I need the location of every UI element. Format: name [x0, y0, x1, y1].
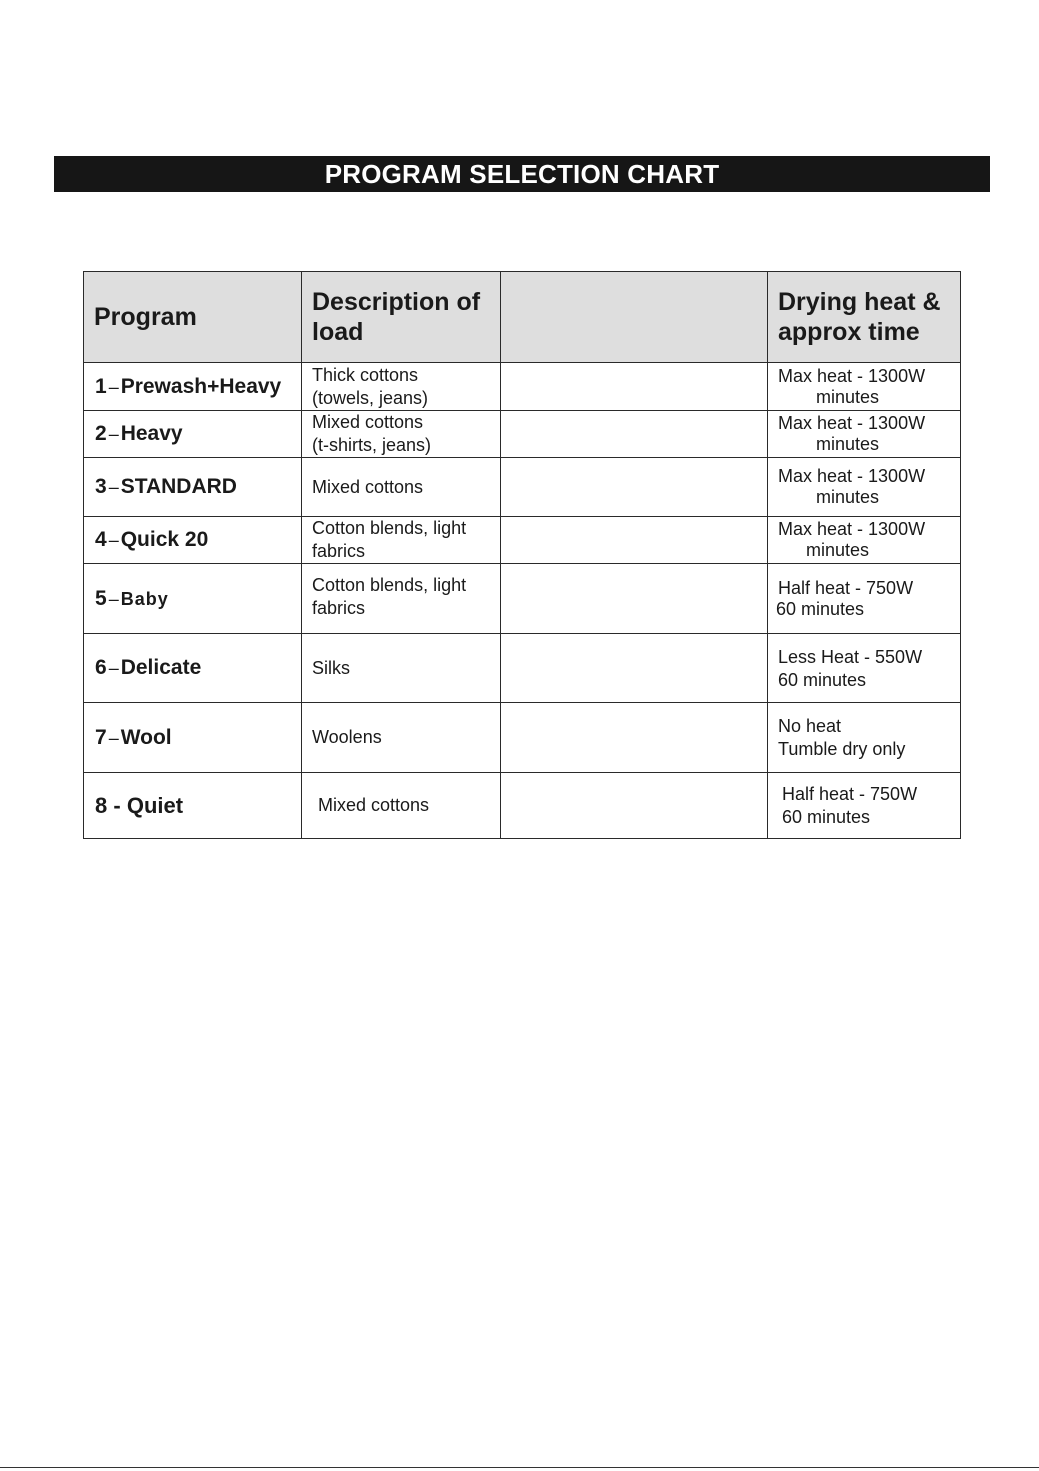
program-cell: [84, 411, 302, 458]
drying-line: Max heat - 1300W: [778, 466, 926, 486]
blank-cell: [501, 773, 768, 839]
header-program: Program: [84, 272, 302, 363]
table-row: [84, 458, 961, 517]
program-name: Wool: [120, 725, 172, 749]
description-line: Thick cottons: [312, 364, 419, 385]
description-line: fabrics: [312, 598, 366, 618]
drying-line: Max heat - 1300W: [778, 519, 926, 539]
program-name: Quiet: [126, 792, 184, 818]
description-line: Silks: [312, 657, 351, 678]
program-separator: –: [108, 424, 119, 444]
program-name: Delicate: [120, 656, 202, 679]
program-separator: –: [108, 477, 119, 497]
table-header-row: [84, 272, 961, 363]
description-cell: [302, 634, 501, 703]
program-name: STANDARD: [120, 475, 237, 498]
program-separator: –: [108, 530, 119, 550]
drying-line: No heat: [778, 716, 842, 736]
program-cell: [84, 564, 302, 634]
description-line: Woolens: [312, 727, 382, 747]
blank-cell: [501, 458, 768, 517]
program-name: Prewash+Heavy: [120, 374, 282, 398]
program-number: 2: [95, 422, 107, 445]
header-description: Description of load: [302, 272, 501, 363]
program-name: Baby: [120, 588, 169, 609]
program-number: 1: [95, 374, 107, 398]
description-cell: [302, 564, 501, 634]
program-cell: [84, 517, 302, 564]
blank-cell: [501, 363, 768, 411]
program-number: 7: [95, 725, 107, 749]
program-cell: [84, 458, 302, 517]
program-cell: [84, 363, 302, 411]
drying-line: minutes: [806, 540, 870, 560]
blank-cell: [501, 564, 768, 634]
drying-cell: [768, 458, 961, 517]
blank-cell: [501, 517, 768, 564]
description-cell: [302, 517, 501, 564]
drying-line: Tumble dry only: [778, 739, 906, 759]
description-line: Cotton blends, light: [312, 518, 467, 538]
program-number: 4: [95, 528, 107, 551]
description-line: Mixed cottons: [318, 795, 430, 815]
program-separator: -: [113, 792, 121, 818]
drying-cell: [768, 564, 961, 634]
description-cell: [302, 458, 501, 517]
drying-cell: [768, 411, 961, 458]
drying-line: minutes: [816, 487, 880, 507]
description-line: Mixed cottons: [312, 476, 424, 497]
drying-line: 60 minutes: [776, 599, 865, 619]
program-number: 6: [95, 656, 107, 679]
description-cell: [302, 773, 501, 839]
description-line: Cotton blends, light: [312, 575, 467, 595]
description-line: (towels, jeans): [312, 387, 429, 408]
blank-cell: [501, 634, 768, 703]
drying-cell: [768, 773, 961, 839]
table-row: [84, 411, 961, 458]
drying-line: Max heat - 1300W: [778, 365, 926, 386]
drying-line: minutes: [816, 434, 880, 454]
table-row: [84, 517, 961, 564]
drying-cell: [768, 517, 961, 564]
description-line: (t-shirts, jeans): [312, 435, 432, 455]
blank-cell: [501, 411, 768, 458]
table-row: [84, 703, 961, 773]
description-line: fabrics: [312, 541, 366, 561]
drying-line: Half heat - 750W: [778, 578, 914, 598]
table-row: [84, 773, 961, 839]
drying-line: 60 minutes: [782, 806, 871, 827]
description-line: Mixed cottons: [312, 412, 424, 432]
program-name: Quick 20: [120, 528, 209, 551]
table-row: [84, 564, 961, 634]
chart-title-banner: PROGRAM SELECTION CHART: [54, 156, 990, 192]
description-cell: [302, 703, 501, 773]
drying-cell: [768, 363, 961, 411]
description-cell: [302, 363, 501, 411]
description-cell: [302, 411, 501, 458]
blank-cell: [501, 703, 768, 773]
program-name: Heavy: [120, 422, 183, 445]
drying-line: Max heat - 1300W: [778, 413, 926, 433]
program-separator: –: [108, 658, 119, 678]
drying-line: Half heat - 750W: [782, 783, 918, 804]
drying-line: 60 minutes: [778, 670, 867, 690]
drying-cell: [768, 634, 961, 703]
program-cell: [84, 703, 302, 773]
drying-line: minutes: [816, 386, 880, 407]
program-separator: –: [108, 727, 119, 748]
program-number: 3: [95, 475, 107, 498]
program-number: 8: [95, 792, 108, 818]
drying-line: Less Heat - 550W: [778, 647, 923, 667]
drying-cell: [768, 703, 961, 773]
page-bottom-rule: [0, 1467, 1039, 1468]
program-cell: [84, 773, 302, 839]
table-row: [84, 363, 961, 411]
header-drying: Drying heat & approx time: [768, 272, 961, 363]
header-blank: [501, 272, 768, 363]
program-cell: [84, 634, 302, 703]
program-separator: –: [108, 588, 119, 609]
program-separator: –: [108, 376, 119, 397]
program-selection-table: [83, 271, 961, 839]
program-number: 5: [95, 586, 107, 610]
table-row: [84, 634, 961, 703]
